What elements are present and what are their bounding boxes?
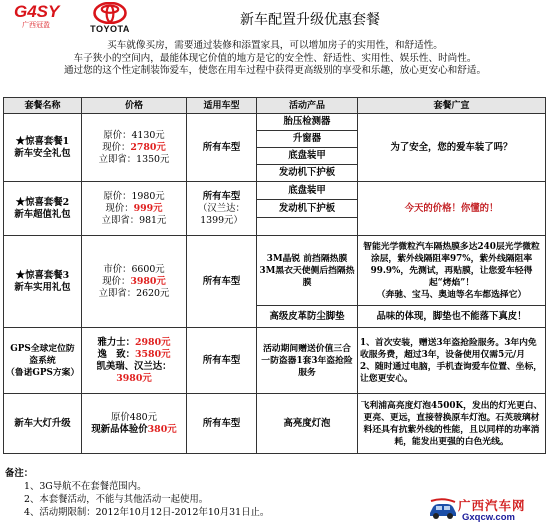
package-name: ★惊喜套餐3 [15,269,70,281]
models-cell: 所有车型 [187,114,257,182]
page-title: 新车配置升级优惠套餐 [240,12,380,28]
package-subtitle: 新车安全礼包 [14,147,71,159]
product-cell: 底盘装甲 [257,148,358,165]
toyota-logo [82,2,138,38]
product-line: 3M晶锐 前挡隔热膜 [266,253,348,264]
package-name-cell [4,236,82,328]
intro-line: 车子狭小的空间内，最能体现它价值的地方是它的安全性、舒适性、实用性、娱乐性、时尚性。 [73,52,477,64]
package-name-cell [4,328,82,394]
notes-title: 备注： [5,468,34,479]
product-cell: 高亮度灯泡 [257,394,358,454]
col-header-products: 活动产品 [257,98,358,114]
package-name: GPS全球定位防盗系统 [10,343,75,366]
price-line: 凯美瑞、汉兰达： [96,360,172,372]
package-subtitle: （鲁诺GPS方案） [6,367,80,378]
toyota-wordmark: TOYOTA [90,24,130,34]
table-row [4,236,546,306]
price-line: 立即省：1350元 [98,153,170,165]
price-cell [82,236,187,328]
ad-cell: 品味的体现，脚垫也不能落下真皮！ [358,306,546,328]
product-line: 3M黑衣天使侧后挡隔热膜 [259,265,355,288]
models-cell: 所有车型 [187,394,257,454]
site-watermark [428,494,546,526]
product-cell: 发动机下护板 [257,200,358,218]
car-icon [428,498,458,520]
price-cell [82,328,187,394]
price-line: 原价：4130元 [103,129,165,141]
table-row [4,394,546,454]
models-line: 所有车型 [202,190,241,202]
price-line: 现价：2780元 [102,141,166,153]
note-item: 4、活动期限制：2012年10月12日-2012年10月31日止。 [24,507,270,518]
package-subtitle: 新车实用礼包 [14,281,71,293]
ad-cell: 今天的价格！你懂的！ [358,182,546,236]
package-subtitle: 新车超值礼包 [14,208,71,220]
col-header-ad: 套餐广宣 [358,98,546,114]
product-cell: 升窗器 [257,131,358,148]
product-cell: 高级皮革防尘脚垫 [257,306,358,328]
table-row [4,182,546,200]
ad-cell [358,328,546,394]
product-cell-empty [257,218,358,236]
price-line: 3980元 [116,372,152,384]
package-name-cell [4,114,82,182]
toyota-emblem-icon [93,2,127,24]
ad-cell: 为了安全，您的爱车装了吗？ [358,114,546,182]
ad-line: 2、随时通过电脑，手机查询爱车位置、坐标，让您更安心。 [360,361,543,384]
product-cell: 胎压检测器 [257,114,358,131]
models-cell: 所有车型 [187,328,257,394]
price-line: 雅力士：2980元 [97,336,171,348]
price-line: 市价：6600元 [103,263,165,275]
intro-line: 买车就像买房，需要通过装修和添置家具，可以增加房子的实用性，和舒适性。 [107,40,443,51]
col-header-price: 价格 [82,98,187,114]
price-line: 逸 致：3580元 [97,348,171,360]
intro-text [0,40,550,78]
package-name-cell: 新车大灯升级 [4,394,82,454]
package-name: ★惊喜套餐2 [15,196,70,208]
models-line: （汉兰达： [198,202,245,214]
models-cell: 所有车型 [187,236,257,328]
package-name: ★惊喜套餐1 [15,135,70,147]
dealer-logo-mark: G4SY [14,2,60,21]
package-name-cell [4,182,82,236]
table-row [4,114,546,131]
product-cell: 发动机下护板 [257,165,358,182]
price-line: 现价：999元 [105,202,163,214]
col-header-name: 套餐名称 [4,98,82,114]
watermark-url: Gxqcw.com [462,512,515,523]
price-line: 现价：3980元 [102,275,166,287]
watermark-cn: 广西汽车网 [458,498,526,513]
ad-cell: 飞利浦高亮度灯泡4500K，发出的灯光更白、更亮、更远，直接替换原车灯泡。石英玻璃材料还具有抗紫外线的性能，且以同样的功率消耗，能发出更强的白色光线。 [358,394,546,454]
dealer-logo-sub: 广西冠盈 [22,22,50,29]
table-header-row [4,98,546,114]
intro-line: 通过您的这个性定制装饰爱车，使您在用车过程中获得更高级别的享受和乐趣，放心更安心和舒适。 [63,65,487,76]
col-header-models: 适用车型 [187,98,257,114]
price-line: 原价480元 [110,411,158,423]
note-item: 1、3G导航不在套餐范围内。 [24,481,147,492]
models-cell [187,182,257,236]
package-table [3,97,546,454]
page-header [0,0,550,38]
price-cell [82,394,187,454]
price-line: 立即省：2620元 [98,287,170,299]
price-cell [82,182,187,236]
ad-line: 1、首次安装，赠送3年盗抢险服务。3年内免收服务费，超过3年，设备使用仅需5元/月 [360,337,537,360]
ad-line: 智能光学微粒汽车隔热膜多达240层光学微粒涂层，紫外线隔阻率97%，紫外线隔阻率99.9%，先测试，再贴膜，让您爱车轻得起“烤焰”！ [363,241,540,288]
price-cell [82,114,187,182]
table-row [4,328,546,394]
price-line: 现新品体验价380元 [91,423,177,435]
models-line: 1399元） [200,214,243,226]
note-item: 2、本套餐活动，不能与其他活动一起使用。 [24,494,209,505]
ad-line: （奔驰、宝马、奥迪等名车都选择它） [376,289,527,300]
product-cell: 底盘装甲 [257,182,358,200]
dealer-logo [14,3,72,37]
ad-cell [358,236,546,306]
price-line: 原价：1980元 [103,190,165,202]
price-line: 立即省：981元 [101,214,167,226]
product-cell: 活动期间赠送价值三合一防盗器1套3年盗抢险服务 [257,328,358,394]
product-cell [257,236,358,306]
notes-section [5,467,269,519]
